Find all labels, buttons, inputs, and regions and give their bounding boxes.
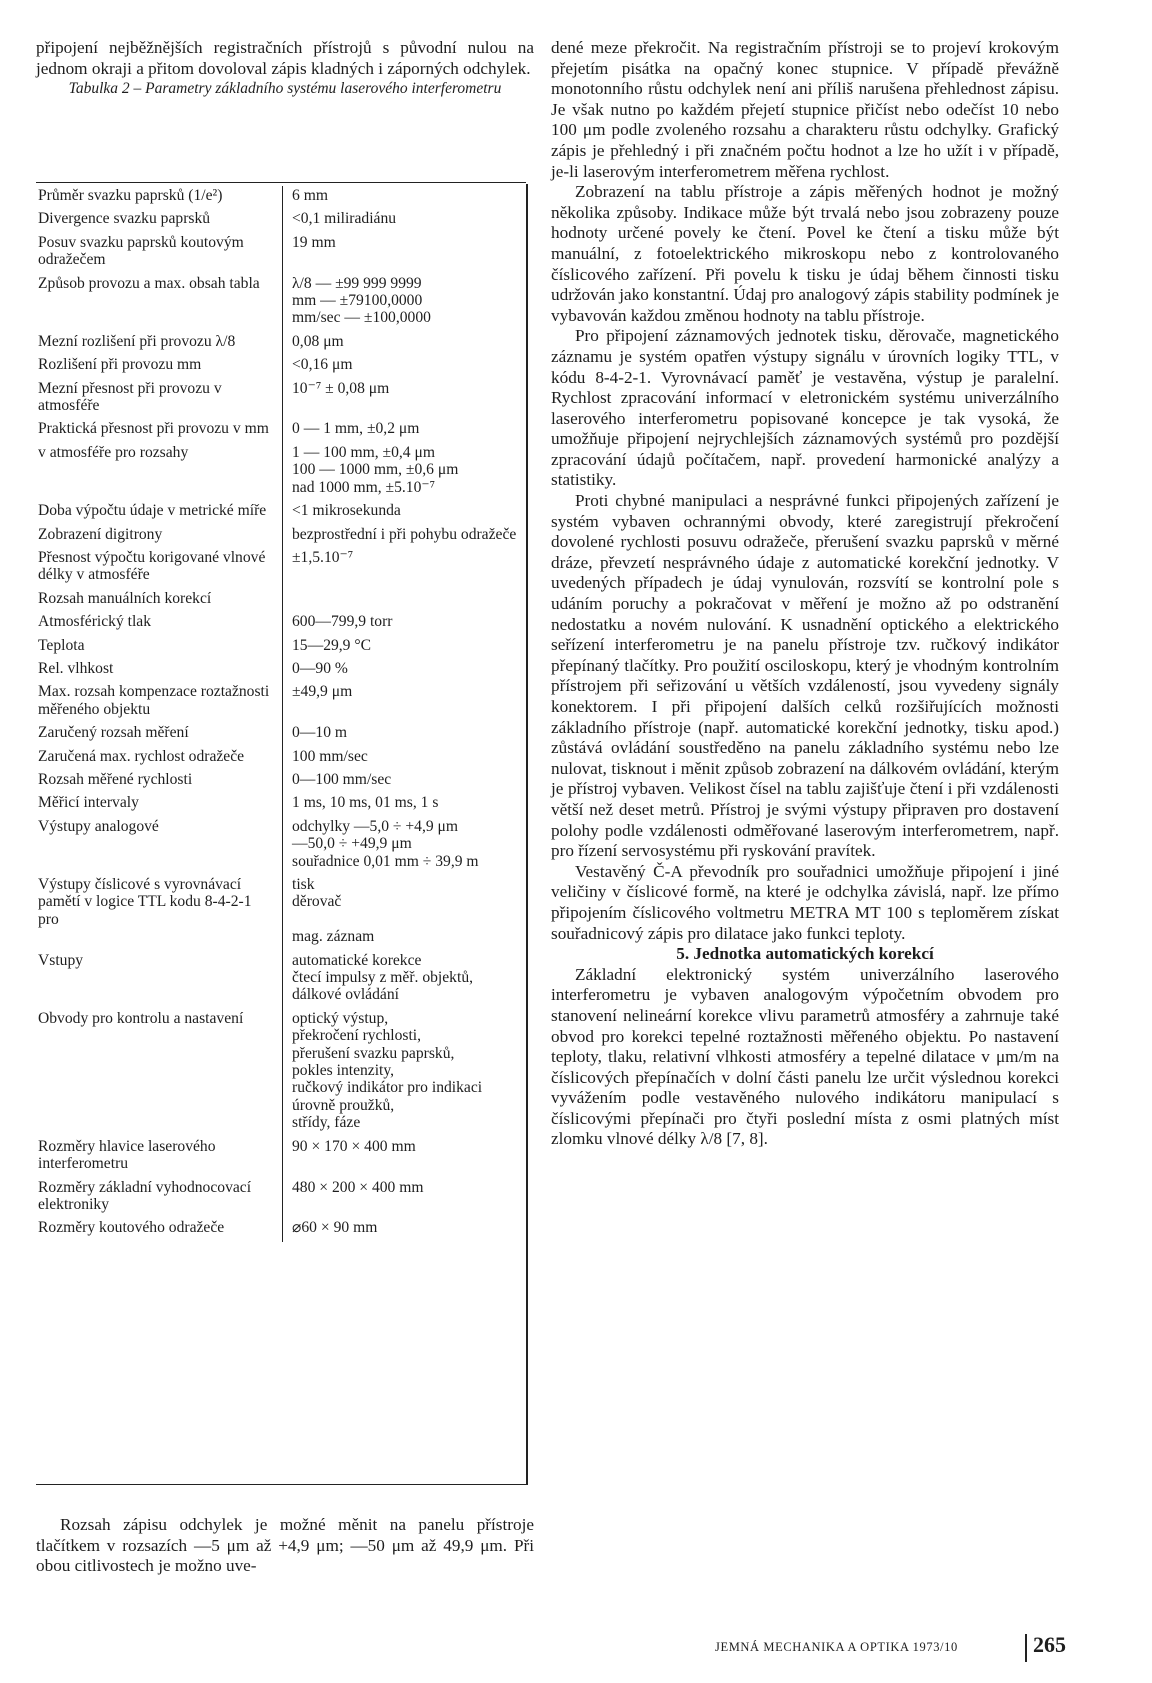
table-row — [36, 209, 526, 232]
param-label: Atmosférický tlak — [36, 612, 283, 635]
param-value: odchylky —5,0 ÷ +4,9 μm —50,0 ÷ +49,9 μm souřadnice 0,01 mm ÷ 39,9 m — [292, 817, 479, 870]
param-label: Výstupy analogové — [36, 817, 283, 875]
param-label: Praktická přesnost při provozu v mm — [36, 419, 283, 442]
param-value: 480 × 200 × 400 mm — [292, 1178, 424, 1196]
param-value: 1 ms, 10 ms, 01 ms, 1 s — [292, 794, 439, 812]
body-paragraph: Zobrazení na tablu přístroje a zápis měřených hodnot je možný několika způsoby. Indikace může být trvalá nebo jsou zobrazeny pouze hodnoty určené povely ke čtení. Povel ke čtení a tisku může být manuální, z fotoelektrického mikroskopu nebo z kontrolovaného číslicového zařízení. Při povelu k tisku je údaj během činnosti tisku udržován jako konstantní. Údaj pro analogový zápis stability podmínek je vybavován každou změnou hodnoty na tablu přístroje. — [551, 182, 1059, 325]
table-bottom-rule — [36, 1484, 528, 1485]
param-label: Rel. vlhkost — [36, 659, 283, 682]
param-label: Mezní rozlišení při provozu λ/8 — [36, 332, 283, 355]
param-label: Rozsah manuálních korekcí — [36, 589, 283, 612]
table-row — [36, 1218, 526, 1241]
param-label: Rozměry koutového odražeče — [36, 1218, 283, 1241]
param-value: 600—799,9 torr — [292, 613, 393, 631]
param-value: λ/8 — ±99 999 9999 mm — ±79100,0000 mm/sec — ±100,0000 — [292, 274, 431, 327]
section-heading: 5. Jednotka automatických korekcí — [676, 944, 934, 964]
journal-footer: JEMNÁ MECHANIKA A OPTIKA 1973/10 — [715, 1640, 958, 1654]
table-row — [36, 1009, 526, 1137]
param-label: Rozsah měřené rychlosti — [36, 770, 283, 793]
table-row — [36, 1178, 526, 1219]
table-row — [36, 747, 526, 770]
intro-paragraph: připojení nejběžnějších registračních přístrojů s původní nulou na jednom okraji a přitom dovoloval zápis kladných i záporných odchylek. — [36, 38, 534, 78]
param-label: Rozměry základní vyhodnocovací elektroniky — [36, 1178, 283, 1219]
param-value: ±1,5.10⁻⁷ — [292, 548, 354, 566]
table-row — [36, 1137, 526, 1178]
table-row — [36, 379, 526, 420]
table-row — [36, 723, 526, 746]
param-value — [283, 589, 527, 612]
table-row — [36, 525, 526, 548]
param-value: <1 mikrosekunda — [292, 502, 401, 520]
param-value: 0,08 μm — [292, 332, 344, 350]
right-column — [551, 38, 1059, 1150]
table-row — [36, 186, 526, 209]
param-value: 0—90 % — [292, 659, 348, 677]
table-row — [36, 419, 526, 442]
param-value: tisk děrovač mag. záznam — [292, 876, 375, 946]
table-row — [36, 332, 526, 355]
param-label: Posuv svazku paprsků koutovým odražečem — [36, 233, 283, 274]
param-label: Výstupy číslicové s vyrovnávací pamětí v logice TTL kodu 8-4-2-1 pro — [36, 875, 283, 951]
param-value: <0,1 miliradiánu — [292, 210, 397, 228]
table-row — [36, 682, 526, 723]
table-row — [36, 589, 526, 612]
table-row — [36, 355, 526, 378]
table-row — [36, 659, 526, 682]
table-row — [36, 443, 526, 501]
param-value: 10⁻⁷ ± 0,08 μm — [292, 379, 390, 397]
param-value: 0 — 1 mm, ±0,2 μm — [292, 420, 420, 438]
table-row — [36, 274, 526, 332]
body-paragraph: dené meze překročit. Na registračním přístroji se to projeví krokovým přejetím pisátka na opačný konec stupnice. V případě převážně monotonního růstu odchylek není ani příliš narušena přehlednost zápisu. Je však nutno po každém přejetí stupnice přičíst nebo odečíst 10 nebo 100 μm podle zvoleného rozsahu a charakteru růstu odchylky. Grafický zápis je přehledný i při značném počtu hodnot a lze ho užít i v případě, je-li laserovým interferometrem měřena rychlost. — [551, 38, 1059, 181]
param-value: 15—29,9 °C — [292, 636, 372, 654]
section-paragraph: Základní elektronický systém univerzálního laserového interferometru je vybaven analogovým výpočetním obvodem pro stanovení nelineární korekce vlivu parametrů atmosféry a zahrnuje také obvod pro korekci tepelné roztažnosti měřeného objektu. Po nastavení teploty, tlaku, relativní vlhkosti atmosféry a tepelné dilatace v μm/m na číslicových přepínačích v dolní části panelu lze určit výslednou korekci vyvážením podle vestavěného nulového indikátoru manipulací s číslicovými přepínači pro čtyři poslední místa z osmi platných míst zlomku vlnové délky λ/8 [7, 8]. — [551, 964, 1059, 1149]
param-label: Divergence svazku paprsků — [36, 209, 283, 232]
body-paragraph: Pro připojení záznamových jednotek tisku, děrovače, magnetického záznamu je systém opatřen výstupy signálu v úrovních logiky TTL, v kódu 8-4-2-1. Vyrovnávací paměť je vestavěna, výstup je paralelní. Rychlost zpracování informací v eletronickém systému univerzálního laserového interferometru popisované koncepce je tak vysoká, že umožňuje připojení nejrychlejších záznamových systémů pro pozdější zpracování údajů počítačem, např. provedení harmonické analýzy a statistiky. — [551, 326, 1059, 490]
param-label: v atmosféře pro rozsahy — [36, 443, 283, 501]
footer-divider — [1025, 1634, 1027, 1662]
param-value: 1 — 100 mm, ±0,4 μm 100 — 1000 mm, ±0,6 μm nad 1000 mm, ±5.10⁻⁷ — [292, 443, 459, 496]
table-row — [36, 612, 526, 635]
param-value: 90 × 170 × 400 mm — [292, 1137, 416, 1155]
param-value: bezprostřední i při pohybu odražeče — [292, 525, 517, 543]
param-label: Měřicí intervaly — [36, 793, 283, 816]
param-label: Přesnost výpočtu korigované vlnové délky v atmosféře — [36, 548, 283, 589]
table-row — [36, 233, 526, 274]
table-row — [36, 951, 526, 1009]
param-value: 19 mm — [292, 233, 336, 251]
page-number: 265 — [1033, 1632, 1066, 1657]
param-label: Zobrazení digitrony — [36, 525, 283, 548]
table-row — [36, 770, 526, 793]
left-bottom-paragraph: Rozsah zápisu odchylek je možné měnit na panelu přístroje tlačítkem v rozsazích —5 μm až +4,9 μm; —50 μm až 49,9 μm. Při obou citlivostech je možno uve- — [36, 1515, 534, 1576]
param-label: Teplota — [36, 636, 283, 659]
param-value: 100 mm/sec — [292, 747, 368, 765]
parameters-table — [36, 186, 526, 1242]
left-column-intro — [36, 38, 534, 98]
param-label: Zaručený rozsah měření — [36, 723, 283, 746]
param-value: ⌀60 × 90 mm — [292, 1219, 378, 1237]
param-label: Doba výpočtu údaje v metrické míře — [36, 501, 283, 524]
param-label: Průměr svazku paprsků (1/e²) — [36, 186, 283, 209]
param-label: Max. rozsah kompenzace roztažnosti měřeného objektu — [36, 682, 283, 723]
param-value: 0—100 mm/sec — [292, 770, 392, 788]
param-value: automatické korekce čtecí impulsy z měř. objektů, dálkové ovládání — [292, 951, 474, 1004]
param-value: optický výstup, překročení rychlosti, přerušení svazku paprsků, pokles intenzity, ručkový indikátor pro indikaci úrovně proužků, střídy, fáze — [292, 1009, 483, 1132]
table-top-rule — [36, 182, 526, 183]
body-paragraph: Vestavěný Č-A převodník pro souřadnici umožňuje připojení i jiné veličiny v číslicové formě, na které je odchylka závislá, např. lze přímo připojením číslicového voltmetru METRA MT 100 s teploměrem získat souřadnicový zápis pro dilatace jako funkci teploty. — [551, 861, 1059, 943]
param-label: Vstupy — [36, 951, 283, 1009]
table-row — [36, 793, 526, 816]
param-value: 6 mm — [292, 187, 328, 204]
param-label: Rozlišení při provozu mm — [36, 355, 283, 378]
left-column-bottom — [36, 1515, 534, 1577]
table-row — [36, 501, 526, 524]
param-label: Rozměry hlavice laserového interferometru — [36, 1137, 283, 1178]
param-value: ±49,9 μm — [292, 683, 353, 701]
param-label: Způsob provozu a max. obsah tabla — [36, 274, 283, 332]
table-row — [36, 636, 526, 659]
param-label: Zaručená max. rychlost odražeče — [36, 747, 283, 770]
table-row — [36, 875, 526, 951]
body-paragraph: Proti chybné manipulaci a nesprávné funkci připojených zařízení je systém vybaven ochrannými obvody, které zaregistrují překročení dovolené rychlosti posuvu odražeče, přerušení svazku paprsků v měrné dráze, převzetí nesprávného údaje z automatické korekční jednotky. V uvedených případech je údaj vynulován, rozsvítí se kontrolní pole s udáním poruchy a pokračovat v měření je možno až po odstranění nedostatku a novém nulování. K usnadnění optického a elektrického seřízení interferometru je na panelu přístroje tzv. ručkový indikátor přepínaný tlačítky. Pro použití osciloskopu, který je vhodným kontrolním přístrojem při seřizování u větších vzdáleností, jsou vyvedeny signály konektorem. I při připojení dalších celků rozšiřujících možnosti základního přístroje (např. automatické korekční jednotky, tisku apod.) zůstává ovládání soustředěno na panelu základního systému nebo lze nulovat, tisknout i měnit způsob zobrazení na dálkovém ovládání, kterým je přístroj vybaven. Velikost čísel na tablu zajišťuje čtení i při vzdálenosti větší než deset metrů. Přístroj je svými výstupy připraven pro dostavení polohy podle vzdálenosti odměřované laserovým interferometrem, např. pro řízení servosystému při ryskování pravítek. — [551, 491, 1059, 861]
table-caption: Tabulka 2 – Parametry základního systému laserového interferometru — [68, 80, 502, 98]
param-label: Obvody pro kontrolu a nastavení — [36, 1009, 283, 1137]
table-row — [36, 548, 526, 589]
table-row — [36, 817, 526, 875]
param-value: 0—10 m — [292, 724, 348, 742]
param-value: <0,16 μm — [292, 356, 353, 374]
param-label: Mezní přesnost při provozu v atmosféře — [36, 379, 283, 420]
